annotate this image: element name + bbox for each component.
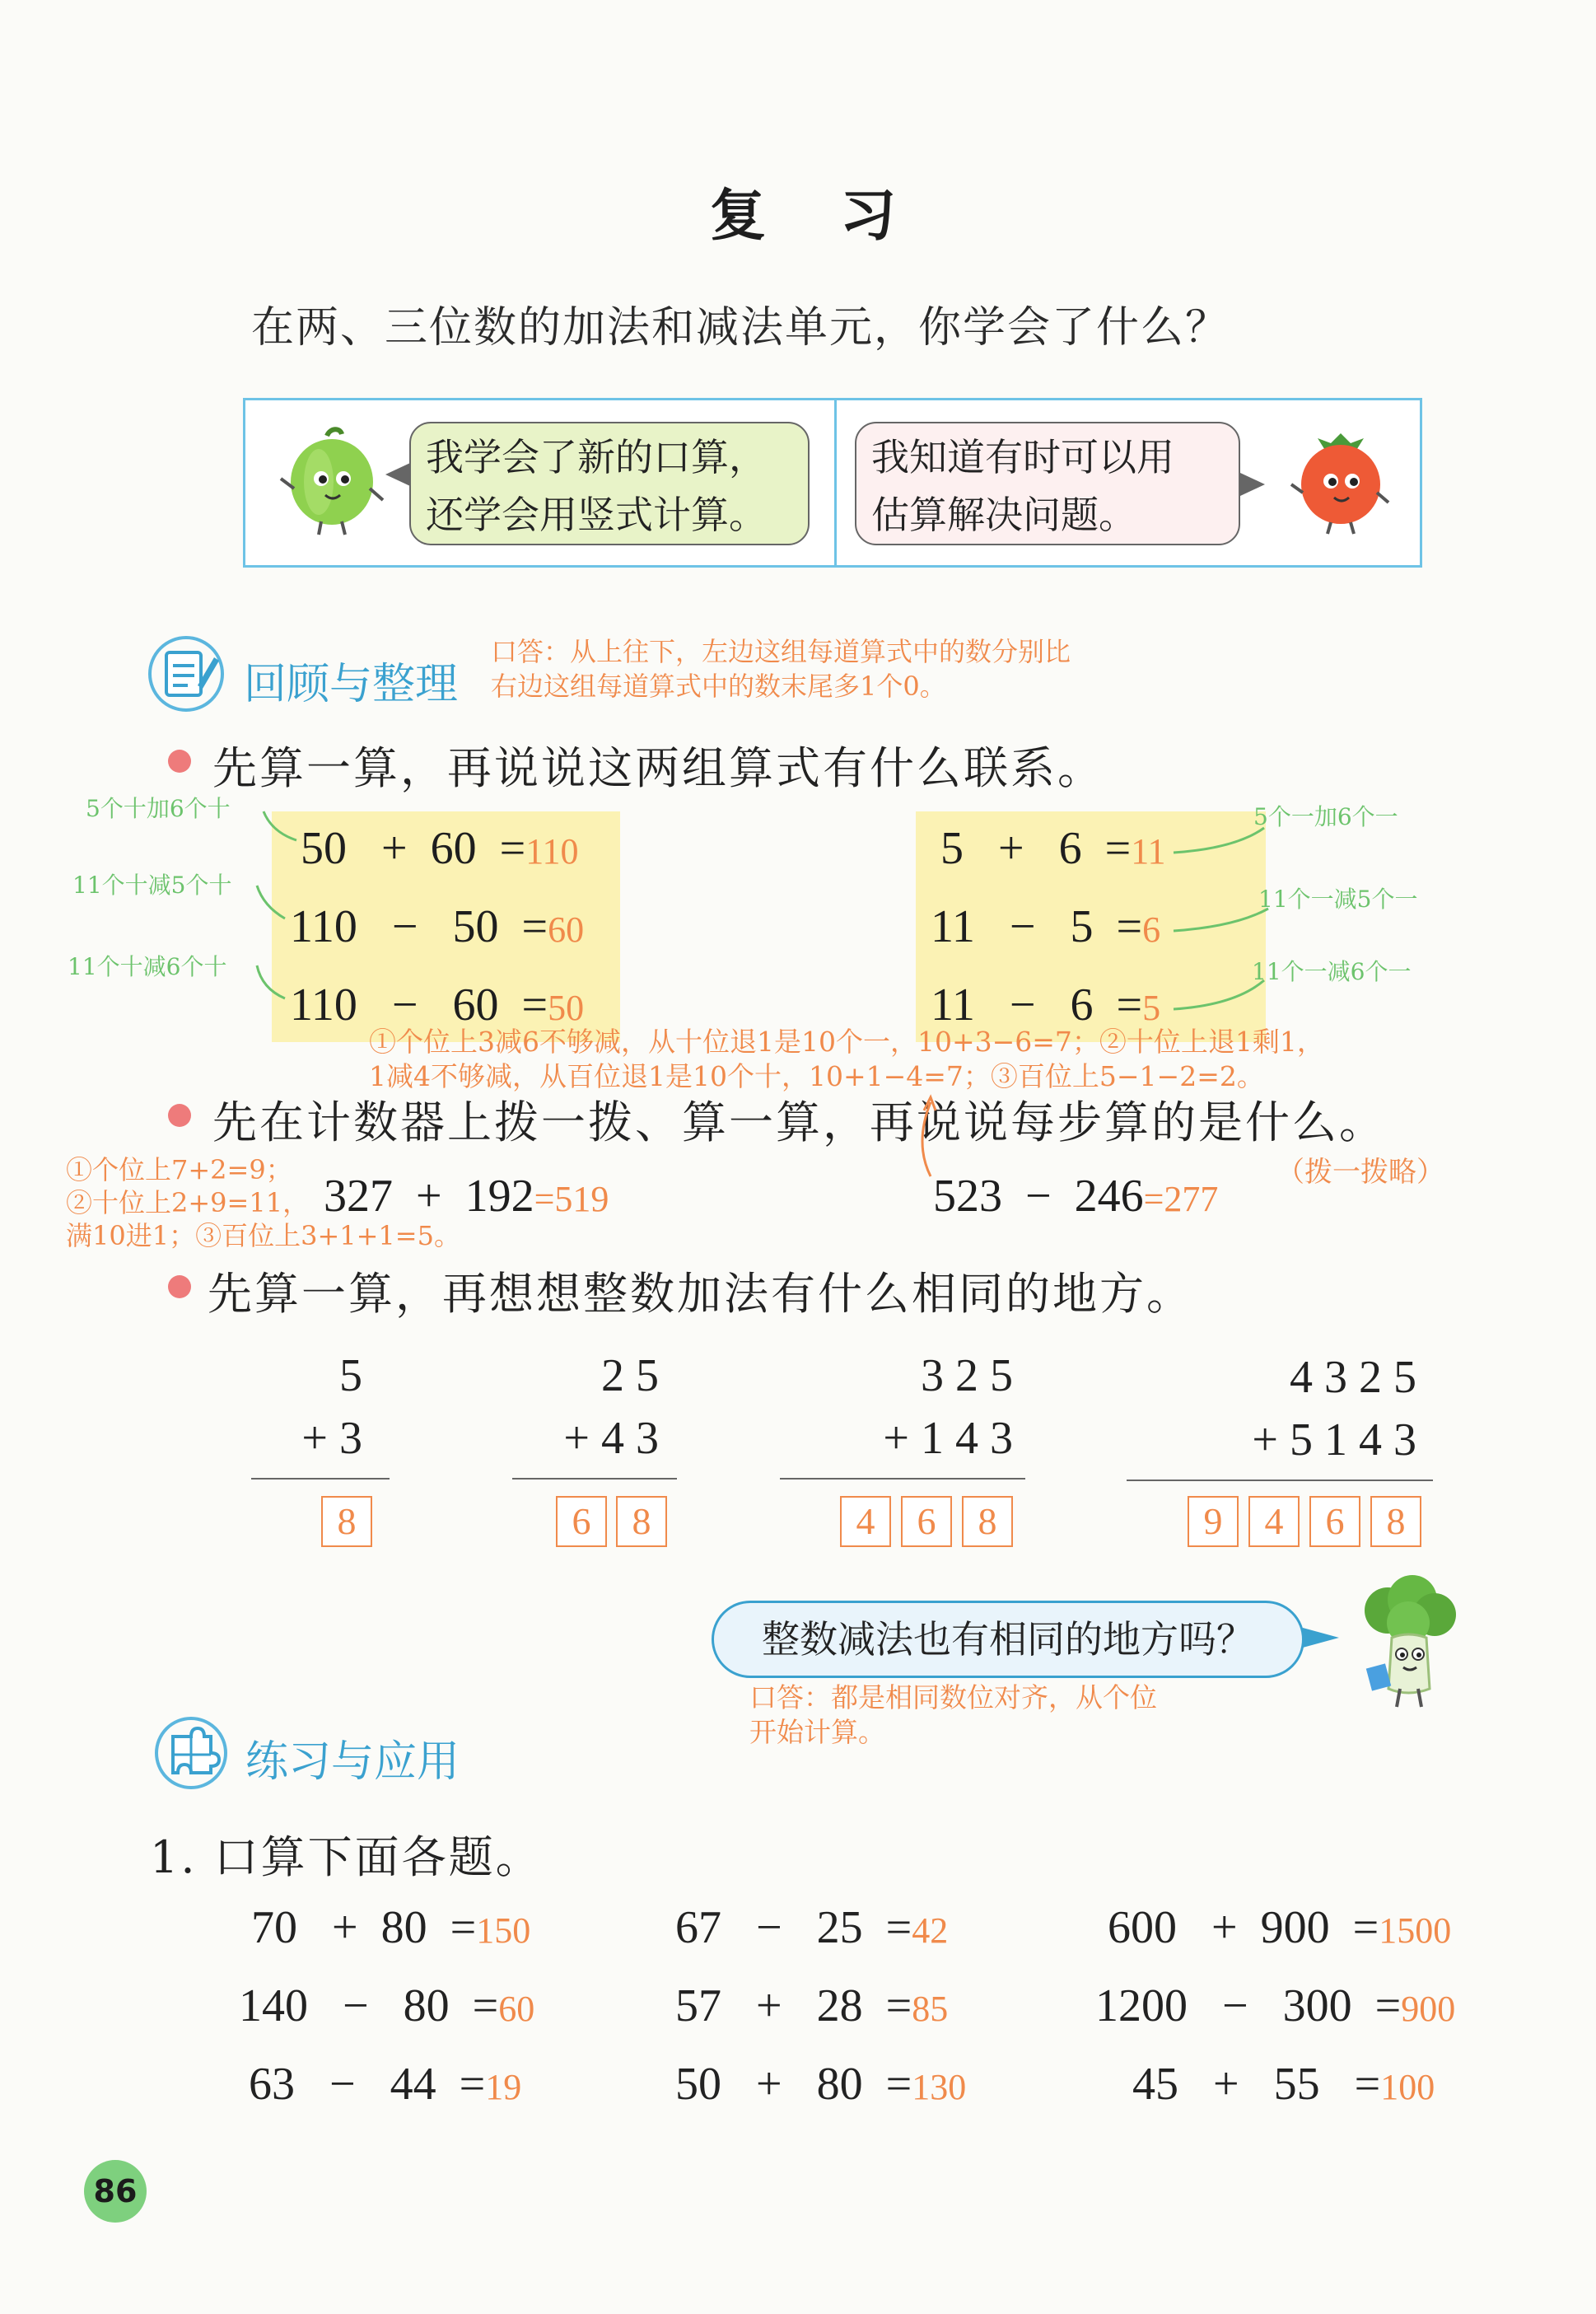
right-eq-2-b: 5 <box>1070 901 1094 952</box>
oral-2-3-a: 50 <box>675 2059 721 2110</box>
vertical-1-bottom: + 3 <box>301 1413 362 1464</box>
question-1: 先算一算，再说说这两组算式有什么联系。 <box>212 742 1104 794</box>
calc-2 <box>933 1170 1218 1222</box>
left-eq-1-ans: 110 <box>525 831 579 872</box>
oral-1-2 <box>239 1980 534 2032</box>
vertical-3-top: 3 2 5 <box>921 1350 1013 1401</box>
right-eq-1-eq: = <box>1104 823 1132 874</box>
calc-2-ans: =277 <box>1143 1179 1219 1219</box>
left-eq-2-b: 50 <box>452 901 499 952</box>
oral-3-1-op: + <box>1211 1902 1238 1953</box>
vertical-1-result-0: 8 <box>321 1496 372 1547</box>
subtraction-note-line1: ①个位上3减6不够减，从十位退1是10个一，10+3−6=7；②十位上退1剩1， <box>369 1026 1324 1058</box>
vertical-4-result-2: 6 <box>1309 1496 1360 1547</box>
oral-1-3-ans: 19 <box>485 2067 522 2107</box>
bullet-3 <box>168 1275 191 1298</box>
oral-1-3-op: − <box>329 2059 356 2110</box>
vertical-3-result-0: 4 <box>840 1496 891 1547</box>
oral-3-1-eq: = <box>1352 1902 1379 1953</box>
vertical-2-result-0: 6 <box>556 1496 607 1547</box>
oral-2-1-eq: = <box>885 1902 912 1953</box>
vertical-2-result-1: 8 <box>616 1496 667 1547</box>
oral-2-2-b: 28 <box>816 1980 863 2031</box>
left-speech-line1: 我学会了新的口算， <box>426 435 767 479</box>
oral-3-2-ans: 900 <box>1401 1989 1456 2029</box>
bullet-2 <box>168 1104 191 1127</box>
oral-2-3 <box>675 2058 966 2111</box>
vertical-4-line <box>1127 1480 1433 1481</box>
oral-3-3-b: 55 <box>1273 2059 1320 2110</box>
addition-note-line1: ①个位上7+2=9； <box>66 1154 292 1185</box>
question-2: 先在计数器上拨一拨、算一算，再说说每步算的是什么。 <box>212 1096 1386 1148</box>
left-note-3: 11个十减6个十 <box>68 953 227 980</box>
left-eq-1-eq: = <box>499 823 526 874</box>
oral-3-2 <box>1095 1980 1455 2032</box>
oral-2-1 <box>675 1901 948 1954</box>
right-eq-2-ans: 6 <box>1142 909 1161 950</box>
oral-3-1-ans: 1500 <box>1379 1910 1452 1951</box>
oral-2-3-ans: 130 <box>912 2067 967 2107</box>
oral-1-1-a: 70 <box>251 1902 297 1953</box>
section-review-title: 回顾与整理 <box>244 660 459 709</box>
oral-1-2-b: 80 <box>403 1980 450 2031</box>
oral-3-1 <box>1108 1901 1451 1954</box>
right-eq-3-ans: 5 <box>1142 988 1161 1028</box>
right-eq-1-a: 5 <box>940 823 964 874</box>
oral-3-3-op: + <box>1213 2059 1239 2110</box>
bubble-answer-line2: 开始计算。 <box>749 1716 885 1748</box>
right-eq-2-a: 11 <box>931 901 975 952</box>
left-note-1: 5个十加6个十 <box>86 795 231 822</box>
calc-1 <box>324 1170 609 1222</box>
oral-2-1-op: − <box>756 1902 782 1953</box>
oral-3-3-ans: 100 <box>1380 2067 1435 2107</box>
left-eq-1-a: 50 <box>301 823 347 874</box>
counter-arrow <box>906 1086 955 1185</box>
oral-1-2-eq: = <box>472 1980 499 2031</box>
right-eq-3-eq: = <box>1116 979 1143 1031</box>
vertical-4-top: 4 3 2 5 <box>1290 1352 1416 1403</box>
page-number: 86 <box>84 2160 147 2223</box>
oral-2-2-ans: 85 <box>912 1989 949 2029</box>
left-eq-3-a: 110 <box>290 979 357 1031</box>
oral-3-1-a: 600 <box>1108 1902 1177 1953</box>
answer-note-1-line2: 右边这组每道算式中的数末尾多1个0。 <box>491 671 946 702</box>
vertical-3-result-2: 8 <box>962 1496 1013 1547</box>
right-speech-line1: 我知道有时可以用 <box>871 435 1174 479</box>
oral-1-1-op: + <box>332 1902 358 1953</box>
connector-arrows <box>0 0 1596 1071</box>
vertical-3-bottom: + 1 4 3 <box>883 1413 1013 1464</box>
oral-1-1 <box>251 1901 530 1954</box>
oral-2-3-b: 80 <box>816 2059 863 2110</box>
vertical-2-top: 2 5 <box>601 1350 659 1401</box>
vertical-4-result-3: 8 <box>1370 1496 1421 1547</box>
oral-3-3-eq: = <box>1354 2059 1381 2110</box>
oral-1-2-a: 140 <box>239 1980 308 2031</box>
question-bubble-tail <box>1303 1628 1339 1648</box>
page-title: 复习 <box>710 184 971 249</box>
skip-note: （拨一拨略） <box>1276 1156 1444 1189</box>
right-eq-3-a: 11 <box>931 979 975 1031</box>
right-eq-3-op: − <box>1009 979 1036 1031</box>
calc-1-expr: 327 + 192 <box>324 1171 534 1222</box>
left-eq-1-op: + <box>381 823 408 874</box>
left-speech-line2: 还学会用竖式计算。 <box>426 493 767 537</box>
section-practice-title: 练习与应用 <box>245 1737 460 1787</box>
oral-1-1-eq: = <box>450 1902 477 1953</box>
right-eq-2-op: − <box>1009 901 1036 952</box>
oral-2-3-eq: = <box>885 2059 912 2110</box>
oral-2-1-ans: 42 <box>912 1910 949 1951</box>
left-eq-3-op: − <box>391 979 418 1031</box>
oral-3-1-b: 900 <box>1260 1902 1330 1953</box>
left-eq-2-eq: = <box>521 901 548 952</box>
subtraction-question-bubble: 整数减法也有相同的地方吗？ <box>712 1601 1304 1678</box>
answer-note-1-line1: 口答：从上往下，左边这组每道算式中的数分别比 <box>491 636 1071 667</box>
oral-2-2-a: 57 <box>675 1980 721 2031</box>
oral-2-2-eq: = <box>885 1980 912 2031</box>
left-eq-3-eq: = <box>521 979 548 1031</box>
oral-3-2-eq: = <box>1374 1980 1402 2031</box>
oral-2-2 <box>675 1980 948 2032</box>
right-eq-1-ans: 11 <box>1131 831 1166 872</box>
right-note-2: 11个一减5个一 <box>1258 886 1418 913</box>
intro-question: 在两、三位数的加法和减法单元，你学会了什么？ <box>251 303 1230 353</box>
left-eq-2-ans: 60 <box>548 909 585 950</box>
oral-1-3-a: 63 <box>249 2059 295 2110</box>
calc-1-ans: =519 <box>534 1179 609 1219</box>
vertical-4-bottom: + 5 1 4 3 <box>1252 1414 1416 1466</box>
oral-1-3-eq: = <box>459 2059 486 2110</box>
oral-2-2-op: + <box>756 1980 782 2031</box>
left-eq-2-a: 110 <box>290 901 357 952</box>
left-eq-1-b: 60 <box>430 823 477 874</box>
left-eq-3-b: 60 <box>452 979 499 1031</box>
puzzle-icon <box>150 1712 232 1794</box>
vertical-4-result-1: 4 <box>1248 1496 1300 1547</box>
vertical-1-line <box>251 1478 390 1480</box>
subtraction-note <box>369 1025 1324 1094</box>
vertical-3-result-1: 6 <box>901 1496 952 1547</box>
addition-note-line2: ②十位上2+9=11， <box>66 1187 310 1218</box>
oral-1-2-op: − <box>343 1980 369 2031</box>
right-eq-2-eq: = <box>1116 901 1143 952</box>
vertical-2-line <box>512 1478 677 1480</box>
addition-note-line3: 满10进1；③百位上3+1+1=5。 <box>66 1220 460 1251</box>
oral-2-3-op: + <box>756 2059 782 2110</box>
left-note-2: 11个十减5个十 <box>72 872 232 899</box>
practice-question-1: 1. 口算下面各题。 <box>150 1831 543 1883</box>
oral-3-3 <box>1132 2058 1435 2111</box>
right-note-3: 11个一减6个一 <box>1252 958 1412 985</box>
right-speech-line2: 估算解决问题。 <box>871 493 1136 537</box>
calc-2-expr: 523 − 246 <box>933 1171 1144 1222</box>
oral-3-2-a: 1200 <box>1095 1980 1188 2031</box>
bubble-answer-line1: 口答：都是相同数位对齐，从个位 <box>749 1681 1157 1713</box>
right-eq-3-b: 6 <box>1070 979 1094 1031</box>
vertical-1-top: 5 <box>339 1350 362 1401</box>
oral-1-3-b: 44 <box>390 2059 436 2110</box>
oral-3-2-b: 300 <box>1282 1980 1352 2031</box>
vertical-4-result-0: 9 <box>1188 1496 1239 1547</box>
oral-1-2-ans: 60 <box>498 1989 535 2029</box>
left-eq-3-ans: 50 <box>548 988 585 1028</box>
broccoli-character-icon <box>1351 1573 1466 1713</box>
oral-2-1-a: 67 <box>675 1902 721 1953</box>
subtraction-note-line2: 1减4不够减，从百位退1是10个十，10+1−4=7；③百位上5−1−2=2。 <box>369 1060 1264 1092</box>
left-eq-2-op: − <box>391 901 418 952</box>
oral-1-3 <box>249 2058 521 2111</box>
right-note-1: 5个一加6个一 <box>1253 803 1398 830</box>
right-eq-1-op: + <box>998 823 1024 874</box>
oral-3-2-op: − <box>1222 1980 1248 2031</box>
oral-1-1-b: 80 <box>380 1902 427 1953</box>
oral-3-3-a: 45 <box>1132 2059 1178 2110</box>
bubble-answer-note <box>749 1681 1157 1750</box>
vertical-2-bottom: + 4 3 <box>563 1413 659 1464</box>
right-eq-1-b: 6 <box>1058 823 1082 874</box>
vertical-3-line <box>780 1478 1025 1480</box>
oral-2-1-b: 25 <box>816 1902 863 1953</box>
oral-1-1-ans: 150 <box>476 1910 531 1951</box>
question-3: 先算一算，再想想整数加法有什么相同的地方。 <box>208 1268 1193 1320</box>
